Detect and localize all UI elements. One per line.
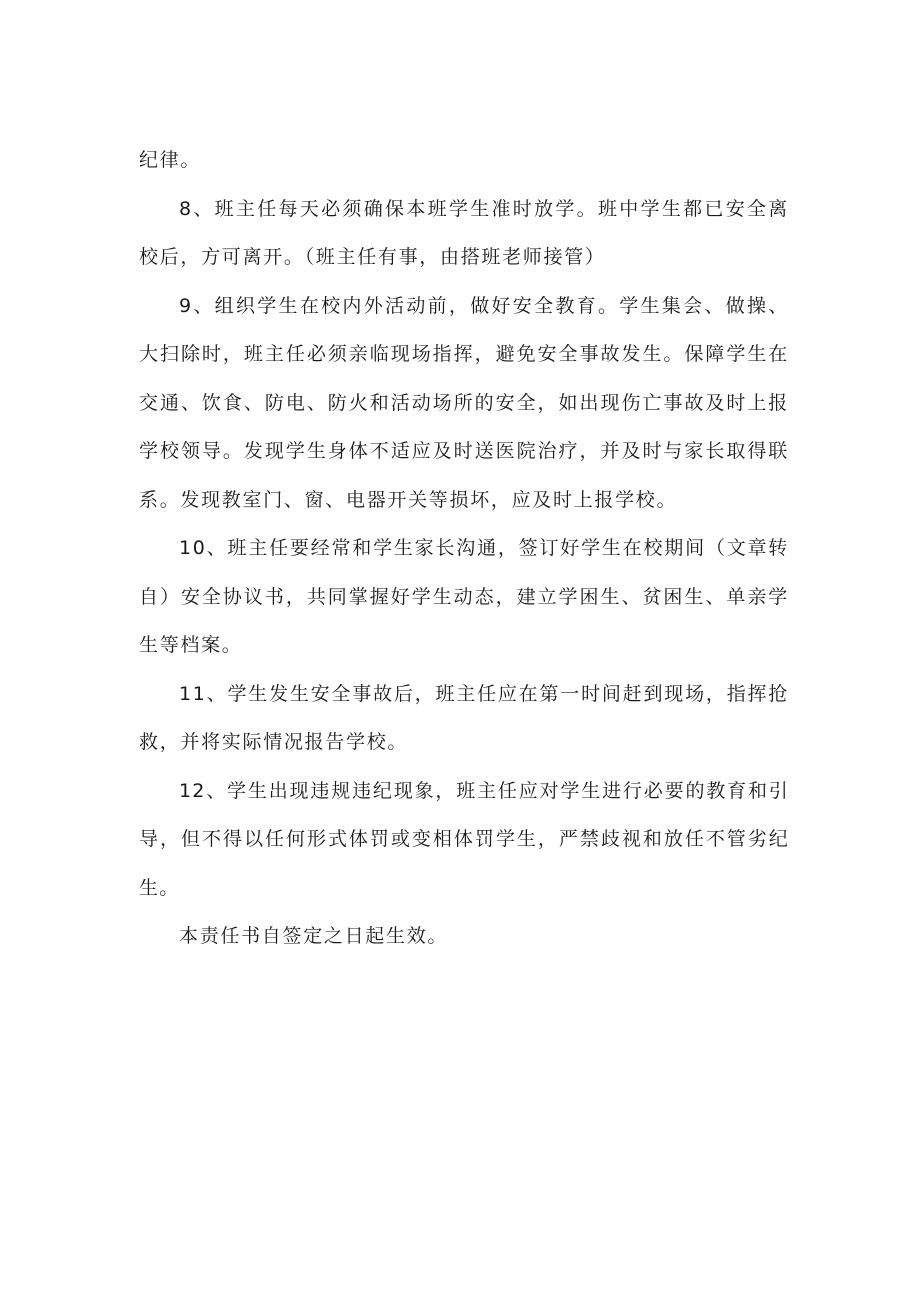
paragraph-item-10: 10、班主任要经常和学生家长沟通，签订好学生在校期间（文章转自）安全协议书，共同掌握好学生动态，建立学困生、贫困生、单亲学生等档案。 [139, 537, 789, 656]
paragraph-effective-clause: 本责任书自签定之日起生效。 [179, 925, 449, 947]
paragraph-continuation: 纪律。 [139, 149, 202, 171]
paragraph-item-11: 11、学生发生安全事故后，班主任应在第一时间赶到现场，指挥抢救，并将实际情况报告学校。 [139, 682, 789, 753]
paragraph-item-12: 12、学生出现违规违纪现象，班主任应对学生进行必要的教育和引导，但不得以任何形式体罚或变相体罚学生，严禁歧视和放任不管劣纪生。 [139, 779, 789, 899]
paragraph-item-8: 8、班主任每天必须确保本班学生准时放学。班中学生都已安全离校后，方可离开。（班主任有事，由搭班老师接管） [139, 197, 789, 268]
paragraph-item-9: 9、组织学生在校内外活动前，做好安全教育。学生集会、做操、大扫除时，班主任必须亲临现场指挥，避免安全事故发生。保障学生在交通、饮食、防电、防火和活动场所的安全，如出现伤亡事故及时上报学校领导。发现学生身体不适应及时送医院治疗，并及时与家长取得联系。发现教室门、窗、电器开关等损坏，应及时上报学校。 [139, 294, 789, 511]
document-body [139, 136, 789, 961]
